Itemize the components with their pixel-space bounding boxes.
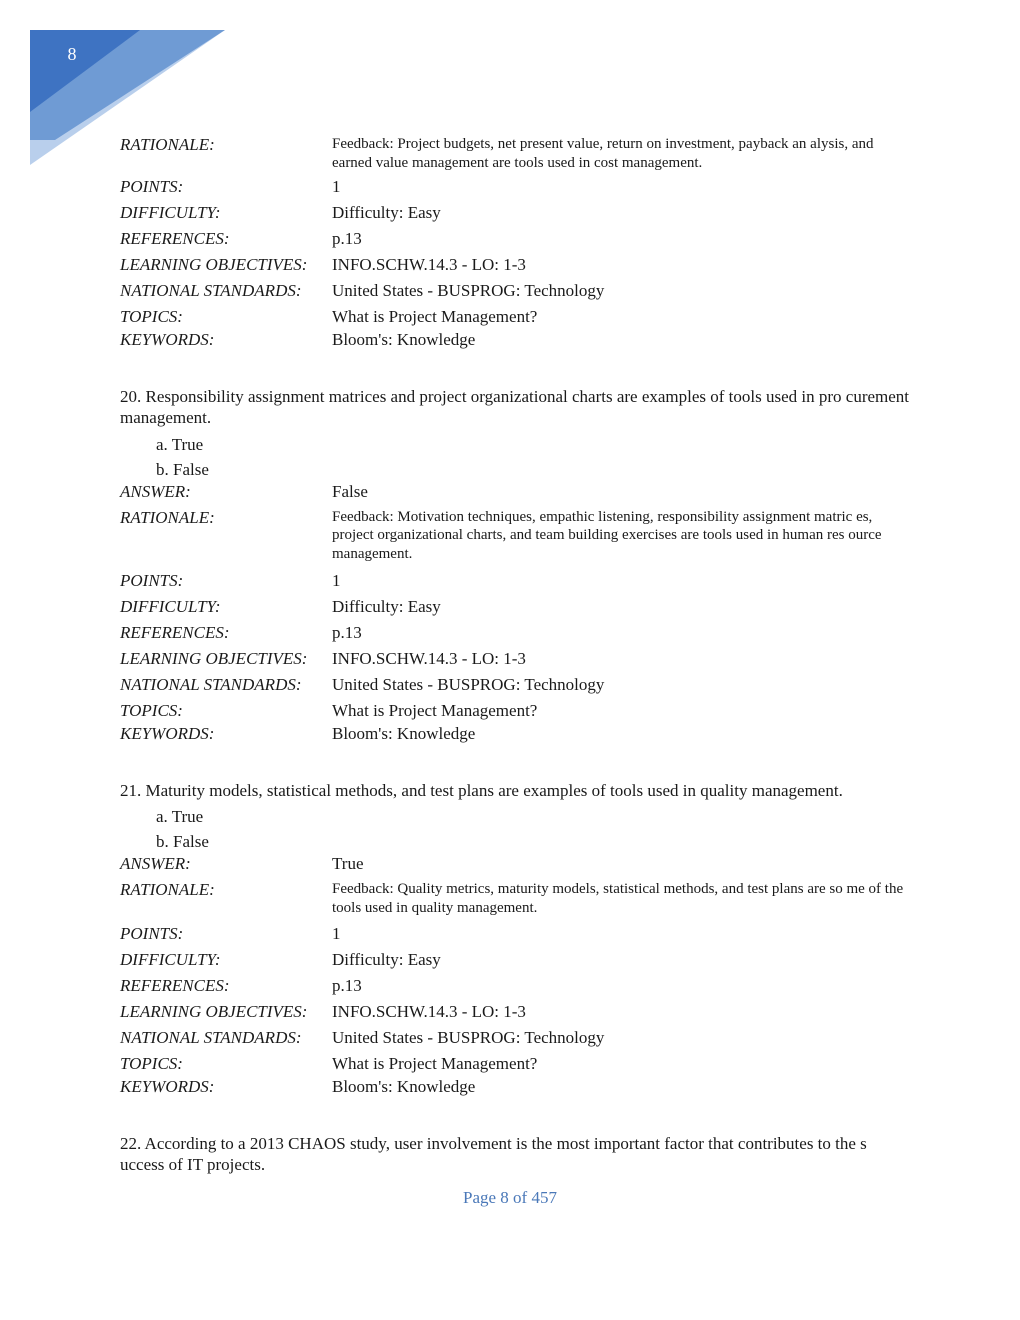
meta-row [120,701,910,724]
answer-row [120,482,910,508]
meta-row [120,1028,910,1054]
field-label: REFERENCES: [120,622,230,642]
rationale-row [120,880,910,924]
field-value: Difficulty: Easy [332,203,441,222]
field-label: REFERENCES: [120,975,230,995]
meta-row [120,281,910,307]
field-label: RATIONALE: [120,507,215,527]
field-label: ANSWER: [120,481,191,501]
field-label: TOPICS: [120,700,183,720]
meta-row [120,229,910,255]
field-label: NATIONAL STANDARDS: [120,281,302,300]
meta-row [120,203,910,229]
field-value: Bloom's: Knowledge [332,1076,476,1096]
field-label: DIFFICULTY: [120,949,221,969]
field-label: REFERENCES: [120,229,230,248]
page-footer: Page 8 of 457 [463,1188,557,1207]
meta-row [120,330,910,353]
meta-row [120,623,910,649]
field-value: United States - BUSPROG: Technology [332,674,605,694]
field-value: What is Project Management? [332,1053,538,1073]
field-value: 1 [332,570,341,590]
meta-row [120,976,910,1002]
field-label: ANSWER: [120,853,191,873]
meta-row [120,924,910,950]
meta-row [120,571,910,597]
field-value: Difficulty: Easy [332,949,441,969]
field-value: Difficulty: Easy [332,596,441,616]
field-label: KEYWORDS: [120,723,215,743]
meta-row [120,1077,910,1100]
answer-value: True [332,853,364,873]
question-text: 20. Responsibility assignment matrices and project organizational charts are examples of tools used in pro curement management. [120,387,910,428]
rationale-text: Feedback: Motivation techniques, empathic listening, responsibility assignment matric es, project organizational charts, and team building exercises are tools used in human res ource management. [332,508,882,562]
field-label: LEARNING OBJECTIVES: [120,1001,308,1021]
answer-option: b. False [156,831,209,851]
field-value: p.13 [332,975,362,995]
field-value: INFO.SCHW.14.3 - LO: 1-3 [332,255,526,274]
field-value: p.13 [332,622,362,642]
answer-value: False [332,481,368,501]
field-label: NATIONAL STANDARDS: [120,674,302,694]
meta-row [120,724,910,747]
meta-row [120,597,910,623]
field-value: INFO.SCHW.14.3 - LO: 1-3 [332,648,526,668]
field-value: 1 [332,177,341,196]
field-value: INFO.SCHW.14.3 - LO: 1-3 [332,1001,526,1021]
meta-row [120,177,910,203]
question-22 [120,1133,910,1176]
meta-row [120,1054,910,1077]
question-text: 22. According to a 2013 CHAOS study, user involvement is the most important factor that contributes to the s uccess of IT projects. [120,1133,867,1174]
field-value: Bloom's: Knowledge [332,330,476,349]
rationale-text: Feedback: Quality metrics, maturity models, statistical methods, and test plans are so me of the tools used in quality management. [332,880,904,916]
answer-row [120,854,910,880]
field-label: RATIONALE: [120,135,215,154]
answer-option: a. True [156,806,204,826]
field-label: TOPICS: [120,1053,183,1073]
field-label: DIFFICULTY: [120,596,221,616]
question-20 [120,386,910,747]
field-value: 1 [332,923,341,943]
field-value: Bloom's: Knowledge [332,723,476,743]
field-value: p.13 [332,229,362,248]
meta-row [120,255,910,281]
field-label: LEARNING OBJECTIVES: [120,648,308,668]
field-value: What is Project Management? [332,307,538,326]
field-value: United States - BUSPROG: Technology [332,1027,605,1047]
field-label: KEYWORDS: [120,1076,215,1096]
rationale-row [120,508,910,571]
field-label: POINTS: [120,570,184,590]
meta-row [120,950,910,976]
answer-option: a. True [156,434,204,454]
meta-row [120,307,910,330]
field-value: United States - BUSPROG: Technology [332,281,605,300]
question-21 [120,780,910,1100]
rationale-text: Feedback: Project budgets, net present value, return on investment, payback an alysis, and earned value management are tools used in cost management. [332,136,874,171]
field-label: NATIONAL STANDARDS: [120,1027,302,1047]
field-label: POINTS: [120,177,184,196]
carryover-block [120,135,910,353]
field-label: RATIONALE: [120,879,215,899]
meta-row [120,675,910,701]
field-label: TOPICS: [120,307,183,326]
meta-row [120,1002,910,1028]
page-corner-number: 8 [67,44,77,64]
field-label: POINTS: [120,923,184,943]
field-label: DIFFICULTY: [120,203,221,222]
field-value: What is Project Management? [332,700,538,720]
field-label: KEYWORDS: [120,330,215,349]
question-text: 21. Maturity models, statistical methods, and test plans are examples of tools used in quality management. [120,780,843,800]
document-body [120,135,910,1178]
meta-row [120,649,910,675]
answer-option: b. False [156,459,209,479]
field-label: LEARNING OBJECTIVES: [120,255,308,274]
rationale-row [120,135,910,177]
